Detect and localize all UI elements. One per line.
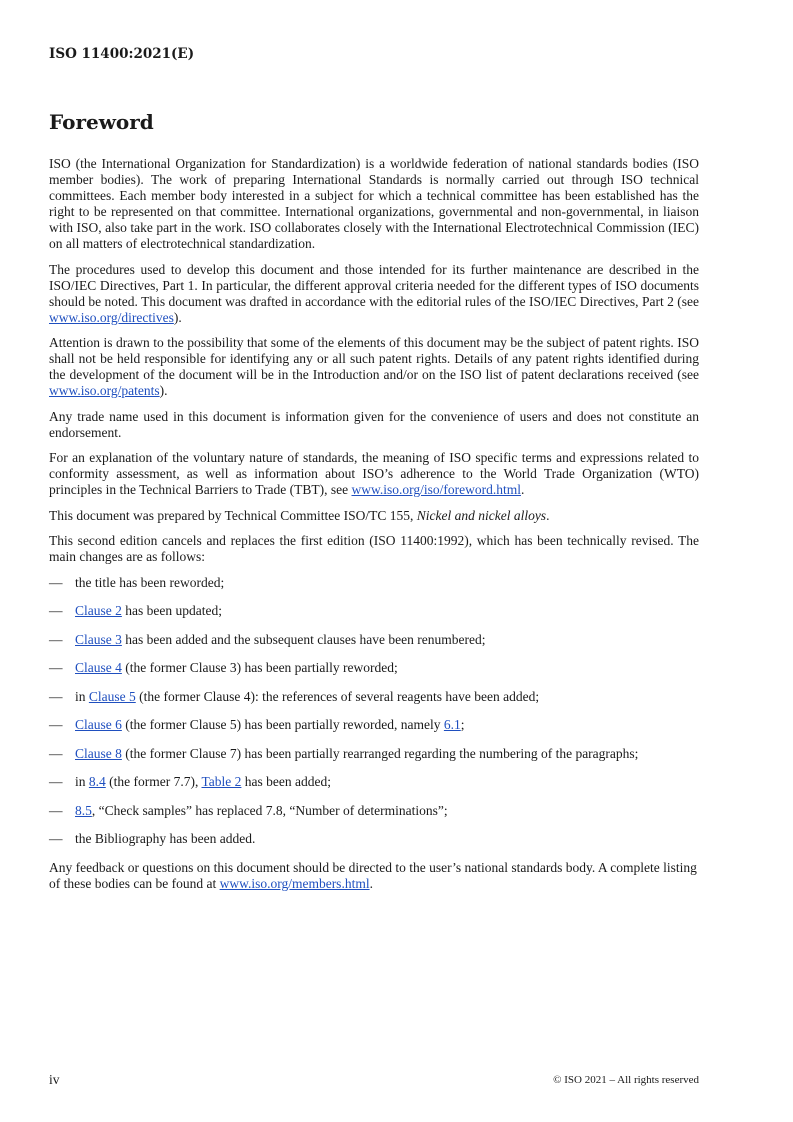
dash-bullet: — [49,745,63,761]
paragraph-patents: Attention is drawn to the possibility that some of the elements of this document may be the subject of patent rights. ISO shall not be held responsible for identifying any or all such patent rights. Details of any patent rights identified during the development of the document will be in the Introduction and/or on the ISO list of patent declarations received (see www.iso.org/patents). [49,335,699,398]
list-item: — in Clause 5 (the former Clause 4): the references of several reagents have been added; [49,688,540,704]
list-item: — 8.5, “Check samples” has replaced 7.8, “Number of determinations”; [49,802,448,818]
changes-list [49,575,699,848]
subclause-6-1-link[interactable]: 6.1 [443,717,461,732]
subclause-8-4-link[interactable]: 8.4 [88,774,106,789]
patents-link[interactable]: www.iso.org/patents [49,383,160,398]
document-id: ISO 11400:2021(E) [49,46,195,62]
dash-bullet: — [49,717,63,732]
list-item: — Clause 8 (the former Clause 7) has been partially rearranged regarding the numbering of the paragraphs; [49,745,639,761]
list-item: — in 8.4 (the former 7.7), Table 2 has been added; [49,774,332,789]
dash-bullet: — [49,574,63,590]
paragraph-voluntary-nature: For an explanation of the voluntary nature of standards, the meaning of ISO specific terms and expressions related to conformity assessment, as well as information about ISO’s adherence to the World Trade Organization (WTO) principles in the Technical Barriers to Trade (TBT), see www.iso.org/iso/foreword.html. [49,450,699,497]
clause-3-link[interactable]: Clause 3 [75,631,122,647]
table-2-link[interactable]: Table 2 [201,774,242,789]
list-item: — the title has been reworded; [49,574,225,590]
page-title: Foreword [49,110,154,134]
page-number: iv [49,1072,60,1087]
list-item: — the Bibliography has been added. [49,831,256,846]
members-link[interactable]: www.iso.org/members.html [219,875,370,891]
dash-bullet: — [49,802,63,818]
dash-bullet: — [49,631,63,647]
foreword-body [49,156,699,901]
paragraph-iso-intro: ISO (the International Organization for Standardization) is a worldwide federation of national standards bodies (ISO member bodies). The work of preparing International Standards is normally carried out through ISO technical committees. Each member body interested in a subject for which a technical committee has been established has the right to be represented on that committee. International organizations, governmental and non-governmental, in liaison with ISO, also take part in the work. ISO collaborates closely with the International Electrotechnical Commission (IEC) on all matters of electrotechnical standardization. [49,156,699,251]
clause-4-link[interactable]: Clause 4 [75,660,122,675]
dash-bullet: — [49,603,63,618]
directives-link[interactable]: www.iso.org/directives [49,309,174,325]
copyright-notice: © ISO 2021 – All rights reserved [553,1074,699,1086]
clause-6-link[interactable]: Clause 6 [75,717,122,732]
paragraph-feedback: Any feedback or questions on this document should be directed to the user’s national standards body. A complete listing of these bodies can be found at www.iso.org/members.html. [49,859,697,891]
dash-bullet: — [49,774,63,789]
list-item: — Clause 4 (the former Clause 3) has been partially reworded; [49,660,398,675]
paragraph-edition: This second edition cancels and replaces the first edition (ISO 11400:1992), which has been technically revised. The main changes are as follows: [49,533,699,564]
clause-5-link[interactable]: Clause 5 [88,688,136,704]
clause-8-link[interactable]: Clause 8 [75,745,122,761]
paragraph-committee: This document was prepared by Technical Committee ISO/TC 155, Nickel and nickel alloys. [49,507,550,523]
paragraph-procedures: The procedures used to develop this document and those intended for its further maintenance are described in the ISO/IEC Directives, Part 1. In particular, the different approval criteria needed for the different types of ISO documents should be noted. This document was drafted in accordance with the editorial rules of the ISO/IEC Directives, Part 2 (see www.iso.org/directives). [49,261,699,325]
dash-bullet: — [49,831,63,846]
dash-bullet: — [49,688,63,704]
list-item: — Clause 3 has been added and the subsequent clauses have been renumbered; [49,631,486,647]
subclause-8-5-link[interactable]: 8.5 [75,802,92,818]
foreword-link[interactable]: www.iso.org/iso/foreword.html [351,482,521,497]
paragraph-trade-name: Any trade name used in this document is information given for the convenience of users and does not constitute an endorsement. [49,408,699,440]
dash-bullet: — [49,660,63,675]
clause-2-link[interactable]: Clause 2 [75,603,122,618]
list-item: — Clause 6 (the former Clause 5) has been partially reworded, namely 6.1; [49,717,465,732]
committee-title: Nickel and nickel alloys [416,507,547,523]
list-item: — Clause 2 has been updated; [49,603,222,618]
